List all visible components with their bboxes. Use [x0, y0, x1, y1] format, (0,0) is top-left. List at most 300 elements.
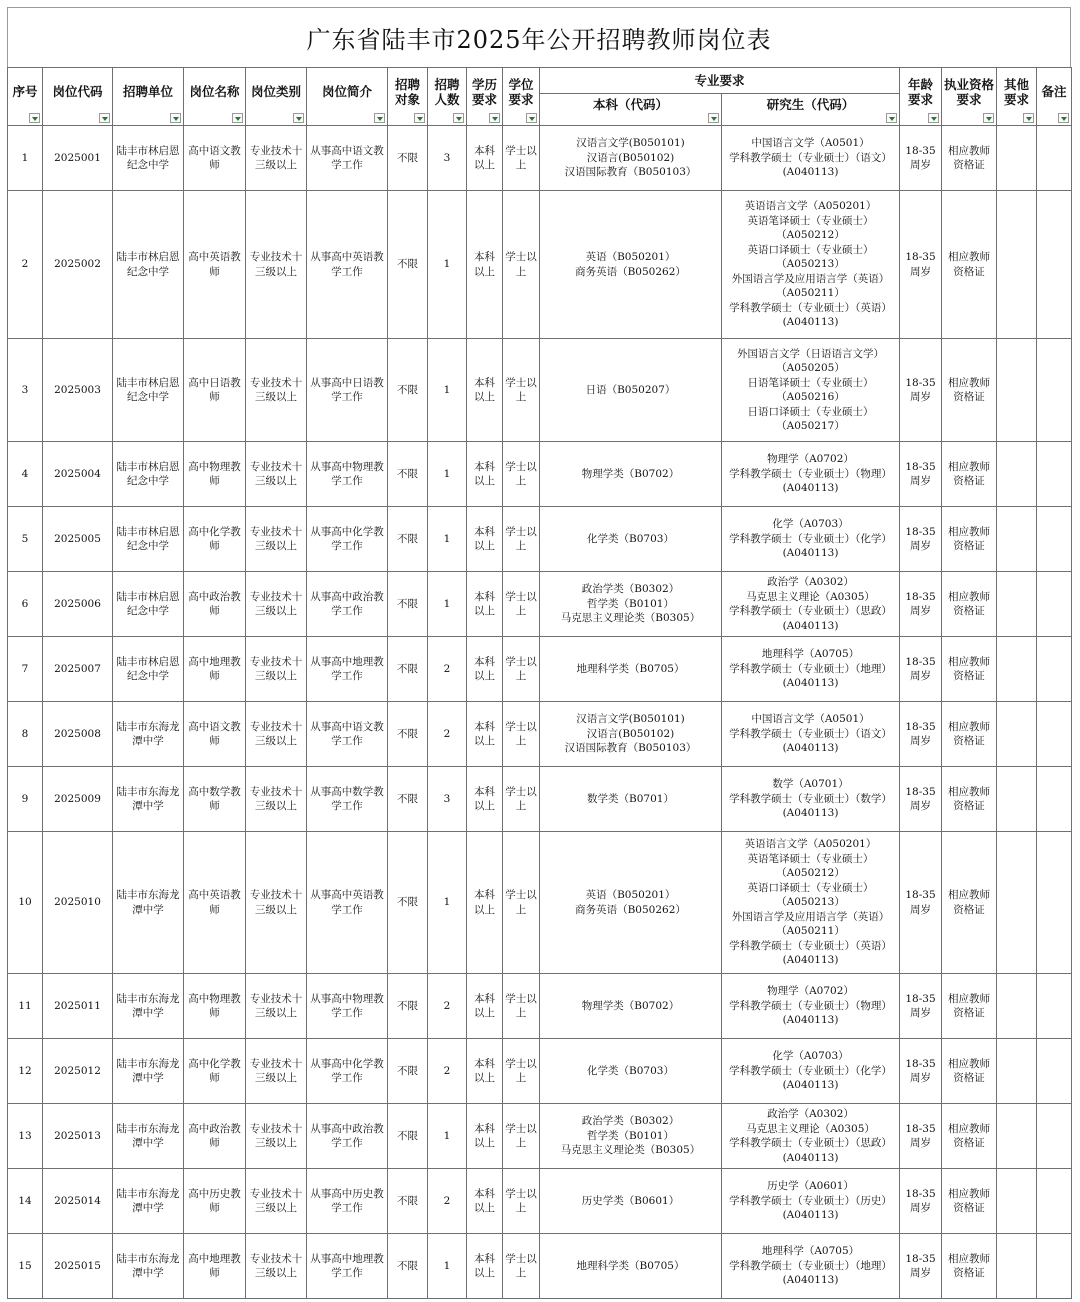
filter-dropdown-icon[interactable] — [99, 113, 110, 123]
cell-intro[interactable]: 从事高中化学教学工作 — [307, 507, 388, 572]
undergrad-major-line: 英语（B050201） — [585, 889, 676, 901]
cell-remark[interactable] — [1037, 637, 1072, 702]
cell-intro[interactable]: 从事高中数学教学工作 — [307, 767, 388, 832]
header-age: 年龄要求 — [900, 68, 942, 126]
cell-edu[interactable]: 本科以上 — [467, 191, 503, 339]
cell-count[interactable]: 1 — [428, 572, 467, 637]
cell-intro[interactable]: 从事高中化学教学工作 — [307, 1039, 388, 1104]
grad-major-line: 英语语言文学（A050201） — [744, 838, 877, 851]
filter-dropdown-icon[interactable] — [983, 113, 994, 123]
header-cert: 执业资格要求 — [942, 68, 997, 126]
cell-seq[interactable]: 11 — [8, 974, 43, 1039]
grad-major-line: 外国语言学及应用语言学（英语）（A050211） — [731, 910, 890, 938]
cell-unit[interactable]: 陆丰市林启恩纪念中学 — [113, 191, 184, 339]
cell-code[interactable]: 2025010 — [43, 832, 113, 974]
cell-target[interactable]: 不限 — [388, 339, 428, 442]
cell-unit[interactable]: 陆丰市林启恩纪念中学 — [113, 339, 184, 442]
cell-code[interactable]: 2025007 — [43, 637, 113, 702]
table-row — [8, 1104, 1072, 1169]
cell-grad[interactable] — [722, 1104, 900, 1169]
cell-remark[interactable] — [1037, 702, 1072, 767]
cell-count[interactable]: 2 — [428, 1169, 467, 1234]
cell-cert[interactable]: 相应教师资格证 — [942, 507, 997, 572]
filter-dropdown-icon[interactable] — [928, 113, 939, 123]
cell-edu[interactable]: 本科以上 — [467, 974, 503, 1039]
cell-intro[interactable]: 从事高中政治教学工作 — [307, 572, 388, 637]
cell-other[interactable] — [997, 507, 1037, 572]
cell-count[interactable]: 1 — [428, 1234, 467, 1299]
filter-dropdown-icon[interactable] — [293, 113, 304, 123]
cell-undergrad[interactable] — [540, 126, 722, 191]
cell-seq[interactable]: 4 — [8, 442, 43, 507]
table-row — [8, 126, 1072, 191]
undergrad-major-line: 马克思主义理论类（B0305） — [560, 1144, 701, 1157]
cell-undergrad[interactable] — [540, 1234, 722, 1299]
cell-count[interactable]: 1 — [428, 832, 467, 974]
cell-other[interactable] — [997, 832, 1037, 974]
cell-target[interactable]: 不限 — [388, 572, 428, 637]
table-body — [8, 126, 1072, 1299]
cell-count[interactable]: 1 — [428, 507, 467, 572]
cell-count[interactable]: 1 — [428, 191, 467, 339]
cell-seq[interactable]: 10 — [8, 832, 43, 974]
cell-age[interactable]: 18-35周岁 — [900, 507, 942, 572]
cell-code[interactable]: 2025003 — [43, 339, 113, 442]
cell-seq[interactable]: 2 — [8, 191, 43, 339]
cell-age[interactable]: 18-35周岁 — [900, 974, 942, 1039]
cell-category[interactable]: 专业技术十三级以上 — [246, 1169, 307, 1234]
cell-remark[interactable] — [1037, 1039, 1072, 1104]
cell-degree[interactable]: 学士以上 — [503, 191, 540, 339]
cell-degree[interactable]: 学士以上 — [503, 974, 540, 1039]
cell-count[interactable]: 1 — [428, 339, 467, 442]
cell-grad[interactable] — [722, 442, 900, 507]
header-seq: 序号 — [8, 68, 43, 126]
cell-remark[interactable] — [1037, 126, 1072, 191]
cell-target[interactable]: 不限 — [388, 832, 428, 974]
cell-cert[interactable]: 相应教师资格证 — [942, 126, 997, 191]
cell-target[interactable]: 不限 — [388, 1169, 428, 1234]
cell-name[interactable]: 高中物理教师 — [184, 442, 246, 507]
cell-undergrad[interactable] — [540, 1169, 722, 1234]
cell-category[interactable]: 专业技术十三级以上 — [246, 191, 307, 339]
cell-cert[interactable]: 相应教师资格证 — [942, 572, 997, 637]
cell-age[interactable]: 18-35周岁 — [900, 191, 942, 339]
cell-cert[interactable]: 相应教师资格证 — [942, 339, 997, 442]
undergrad-major-line: 物理学类（B0702） — [581, 999, 680, 1012]
grad-major-line: 学科教学硕士（专业硕士）（物理）(A040113) — [729, 999, 892, 1027]
grad-major-line: 学科教学硕士（专业硕士）（历史）(A040113) — [729, 1194, 892, 1222]
cell-other[interactable] — [997, 191, 1037, 339]
table-row — [8, 572, 1072, 637]
cell-intro[interactable]: 从事高中物理教学工作 — [307, 974, 388, 1039]
cell-remark[interactable] — [1037, 767, 1072, 832]
cell-unit[interactable]: 陆丰市林启恩纪念中学 — [113, 126, 184, 191]
cell-other[interactable] — [997, 1104, 1037, 1169]
cell-category[interactable]: 专业技术十三级以上 — [246, 637, 307, 702]
grad-major-line: 学科教学硕士（专业硕士）（地理）(A040113) — [729, 1259, 892, 1287]
undergrad-major-line: 地理科学类（B0705） — [576, 662, 685, 675]
undergrad-major-line: 汉语言(B050102) — [586, 151, 675, 164]
table-row — [8, 974, 1072, 1039]
filter-dropdown-icon[interactable] — [886, 113, 897, 123]
cell-undergrad[interactable] — [540, 1104, 722, 1169]
filter-dropdown-icon[interactable] — [1058, 113, 1069, 123]
cell-name[interactable]: 高中数学教师 — [184, 767, 246, 832]
cell-grad[interactable] — [722, 1234, 900, 1299]
cell-undergrad[interactable] — [540, 191, 722, 339]
cell-unit[interactable]: 陆丰市东海龙潭中学 — [113, 1039, 184, 1104]
cell-remark[interactable] — [1037, 339, 1072, 442]
filter-dropdown-icon[interactable] — [374, 113, 385, 123]
undergrad-major-line: 马克思主义理论类（B0305） — [560, 612, 701, 625]
header-grad: 研究生（代码） — [722, 94, 900, 126]
cell-unit[interactable]: 陆丰市东海龙潭中学 — [113, 1169, 184, 1234]
cell-remark[interactable] — [1037, 974, 1072, 1039]
cell-unit[interactable]: 陆丰市林启恩纪念中学 — [113, 442, 184, 507]
cell-grad[interactable] — [722, 767, 900, 832]
table-row — [8, 507, 1072, 572]
cell-age[interactable]: 18-35周岁 — [900, 767, 942, 832]
cell-undergrad[interactable] — [540, 767, 722, 832]
cell-undergrad[interactable] — [540, 442, 722, 507]
cell-category[interactable]: 专业技术十三级以上 — [246, 1104, 307, 1169]
cell-other[interactable] — [997, 1039, 1037, 1104]
cell-target[interactable]: 不限 — [388, 1039, 428, 1104]
cell-degree[interactable]: 学士以上 — [503, 1104, 540, 1169]
cell-grad[interactable] — [722, 191, 900, 339]
cell-other[interactable] — [997, 339, 1037, 442]
cell-code[interactable]: 2025013 — [43, 1104, 113, 1169]
cell-category[interactable]: 专业技术十三级以上 — [246, 126, 307, 191]
cell-seq[interactable]: 15 — [8, 1234, 43, 1299]
cell-degree[interactable]: 学士以上 — [503, 442, 540, 507]
cell-degree[interactable]: 学士以上 — [503, 702, 540, 767]
grad-major-line: 数学（A0701） — [772, 778, 849, 791]
cell-code[interactable]: 2025009 — [43, 767, 113, 832]
cell-edu[interactable]: 本科以上 — [467, 507, 503, 572]
cell-undergrad[interactable] — [540, 572, 722, 637]
cell-cert[interactable]: 相应教师资格证 — [942, 1234, 997, 1299]
cell-cert[interactable]: 相应教师资格证 — [942, 637, 997, 702]
cell-name[interactable]: 高中地理教师 — [184, 637, 246, 702]
cell-code[interactable]: 2025011 — [43, 974, 113, 1039]
cell-code[interactable]: 2025001 — [43, 126, 113, 191]
cell-grad[interactable] — [722, 974, 900, 1039]
undergrad-major-line: 汉语言文学(B050101) — [576, 137, 685, 150]
cell-grad[interactable] — [722, 126, 900, 191]
filter-dropdown-icon[interactable] — [414, 113, 425, 123]
cell-target[interactable]: 不限 — [388, 637, 428, 702]
cell-cert[interactable]: 相应教师资格证 — [942, 1039, 997, 1104]
cell-count[interactable]: 2 — [428, 1039, 467, 1104]
grad-major-line: 地理科学（A0705） — [761, 1245, 860, 1258]
cell-other[interactable] — [997, 637, 1037, 702]
cell-target[interactable]: 不限 — [388, 767, 428, 832]
table-row — [8, 1234, 1072, 1299]
cell-grad[interactable] — [722, 339, 900, 442]
cell-edu[interactable]: 本科以上 — [467, 702, 503, 767]
cell-seq[interactable]: 7 — [8, 637, 43, 702]
cell-cert[interactable]: 相应教师资格证 — [942, 832, 997, 974]
filter-dropdown-icon[interactable] — [1023, 113, 1034, 123]
cell-name[interactable]: 高中历史教师 — [184, 1169, 246, 1234]
cell-unit[interactable]: 陆丰市东海龙潭中学 — [113, 1234, 184, 1299]
cell-grad[interactable] — [722, 1169, 900, 1234]
cell-intro[interactable]: 从事高中历史教学工作 — [307, 1169, 388, 1234]
cell-age[interactable]: 18-35周岁 — [900, 572, 942, 637]
cell-unit[interactable]: 陆丰市东海龙潭中学 — [113, 767, 184, 832]
cell-remark[interactable] — [1037, 1104, 1072, 1169]
cell-grad[interactable] — [722, 637, 900, 702]
cell-other[interactable] — [997, 1169, 1037, 1234]
cell-count[interactable]: 1 — [428, 442, 467, 507]
cell-degree[interactable]: 学士以上 — [503, 339, 540, 442]
cell-name[interactable]: 高中政治教师 — [184, 1104, 246, 1169]
grad-major-line: 英语笔译硕士（专业硕士）（A050212） — [747, 214, 874, 242]
cell-intro[interactable]: 从事高中地理教学工作 — [307, 637, 388, 702]
cell-undergrad[interactable] — [540, 974, 722, 1039]
grad-major-line: 政治学（A0302） — [767, 1108, 854, 1120]
cell-seq[interactable]: 13 — [8, 1104, 43, 1169]
header-code: 岗位代码 — [43, 68, 113, 126]
cell-edu[interactable]: 本科以上 — [467, 572, 503, 637]
cell-cert[interactable]: 相应教师资格证 — [942, 702, 997, 767]
cell-age[interactable]: 18-35周岁 — [900, 442, 942, 507]
cell-remark[interactable] — [1037, 1234, 1072, 1299]
cell-target[interactable]: 不限 — [388, 702, 428, 767]
cell-age[interactable]: 18-35周岁 — [900, 1039, 942, 1104]
table-row — [8, 702, 1072, 767]
cell-intro[interactable]: 从事高中语文教学工作 — [307, 702, 388, 767]
cell-intro[interactable]: 从事高中英语教学工作 — [307, 191, 388, 339]
cell-other[interactable] — [997, 572, 1037, 637]
filter-dropdown-icon[interactable] — [489, 113, 500, 123]
cell-other[interactable] — [997, 767, 1037, 832]
cell-degree[interactable]: 学士以上 — [503, 637, 540, 702]
cell-code[interactable]: 2025015 — [43, 1234, 113, 1299]
cell-degree[interactable]: 学士以上 — [503, 832, 540, 974]
cell-degree[interactable]: 学士以上 — [503, 1039, 540, 1104]
cell-other[interactable] — [997, 126, 1037, 191]
cell-target[interactable]: 不限 — [388, 1104, 428, 1169]
cell-name[interactable]: 高中化学教师 — [184, 1039, 246, 1104]
cell-target[interactable]: 不限 — [388, 1234, 428, 1299]
filter-dropdown-icon[interactable] — [29, 113, 40, 123]
cell-name[interactable]: 高中英语教师 — [184, 191, 246, 339]
cell-remark[interactable] — [1037, 442, 1072, 507]
cell-unit[interactable]: 陆丰市东海龙潭中学 — [113, 974, 184, 1039]
cell-name[interactable]: 高中语文教师 — [184, 126, 246, 191]
cell-cert[interactable]: 相应教师资格证 — [942, 191, 997, 339]
cell-degree[interactable]: 学士以上 — [503, 1234, 540, 1299]
cell-count[interactable]: 1 — [428, 1104, 467, 1169]
cell-remark[interactable] — [1037, 832, 1072, 974]
cell-category[interactable]: 专业技术十三级以上 — [246, 1039, 307, 1104]
cell-unit[interactable]: 陆丰市林启恩纪念中学 — [113, 507, 184, 572]
cell-count[interactable]: 2 — [428, 974, 467, 1039]
cell-target[interactable]: 不限 — [388, 507, 428, 572]
cell-cert[interactable]: 相应教师资格证 — [942, 1104, 997, 1169]
cell-age[interactable]: 18-35周岁 — [900, 126, 942, 191]
grad-major-line: 物理学（A0702） — [767, 985, 854, 998]
cell-remark[interactable] — [1037, 507, 1072, 572]
cell-code[interactable]: 2025004 — [43, 442, 113, 507]
cell-code[interactable]: 2025012 — [43, 1039, 113, 1104]
cell-seq[interactable]: 12 — [8, 1039, 43, 1104]
cell-age[interactable]: 18-35周岁 — [900, 339, 942, 442]
cell-undergrad[interactable] — [540, 832, 722, 974]
cell-intro[interactable]: 从事高中地理教学工作 — [307, 1234, 388, 1299]
cell-count[interactable]: 2 — [428, 637, 467, 702]
undergrad-major-line: 哲学类（B0101） — [587, 597, 674, 610]
cell-undergrad[interactable] — [540, 702, 722, 767]
table-row — [8, 832, 1072, 974]
cell-degree[interactable]: 学士以上 — [503, 767, 540, 832]
cell-age[interactable]: 18-35周岁 — [900, 1169, 942, 1234]
cell-remark[interactable] — [1037, 572, 1072, 637]
cell-remark[interactable] — [1037, 191, 1072, 339]
grad-major-line: 英语口译硕士（专业硕士）（A050213） — [747, 243, 874, 271]
cell-category[interactable]: 专业技术十三级以上 — [246, 702, 307, 767]
cell-category[interactable]: 专业技术十三级以上 — [246, 1234, 307, 1299]
cell-age[interactable]: 18-35周岁 — [900, 832, 942, 974]
undergrad-major-line: 汉语国际教育（B050103） — [564, 166, 697, 179]
cell-cert[interactable]: 相应教师资格证 — [942, 974, 997, 1039]
cell-category[interactable]: 专业技术十三级以上 — [246, 507, 307, 572]
cell-category[interactable]: 专业技术十三级以上 — [246, 572, 307, 637]
cell-category[interactable]: 专业技术十三级以上 — [246, 767, 307, 832]
cell-name[interactable]: 高中语文教师 — [184, 702, 246, 767]
cell-code[interactable]: 2025008 — [43, 702, 113, 767]
cell-unit[interactable]: 陆丰市东海龙潭中学 — [113, 1104, 184, 1169]
cell-intro[interactable]: 从事高中语文教学工作 — [307, 126, 388, 191]
cell-grad[interactable] — [722, 1039, 900, 1104]
cell-count[interactable]: 3 — [428, 126, 467, 191]
filter-dropdown-icon[interactable] — [526, 113, 537, 123]
cell-seq[interactable]: 14 — [8, 1169, 43, 1234]
cell-edu[interactable]: 本科以上 — [467, 1104, 503, 1169]
cell-unit[interactable]: 陆丰市东海龙潭中学 — [113, 832, 184, 974]
cell-count[interactable]: 3 — [428, 767, 467, 832]
cell-seq[interactable]: 1 — [8, 126, 43, 191]
cell-age[interactable]: 18-35周岁 — [900, 1234, 942, 1299]
cell-name[interactable]: 高中物理教师 — [184, 974, 246, 1039]
cell-category[interactable]: 专业技术十三级以上 — [246, 442, 307, 507]
cell-edu[interactable]: 本科以上 — [467, 1169, 503, 1234]
cell-unit[interactable]: 陆丰市林启恩纪念中学 — [113, 637, 184, 702]
cell-seq[interactable]: 9 — [8, 767, 43, 832]
cell-intro[interactable]: 从事高中英语教学工作 — [307, 832, 388, 974]
cell-edu[interactable]: 本科以上 — [467, 832, 503, 974]
cell-name[interactable]: 高中日语教师 — [184, 339, 246, 442]
cell-age[interactable]: 18-35周岁 — [900, 637, 942, 702]
cell-remark[interactable] — [1037, 1169, 1072, 1234]
cell-other[interactable] — [997, 442, 1037, 507]
cell-seq[interactable]: 8 — [8, 702, 43, 767]
cell-other[interactable] — [997, 1234, 1037, 1299]
cell-target[interactable]: 不限 — [388, 191, 428, 339]
table-row — [8, 339, 1072, 442]
filter-dropdown-icon[interactable] — [708, 113, 719, 123]
cell-code[interactable]: 2025002 — [43, 191, 113, 339]
cell-grad[interactable] — [722, 572, 900, 637]
table-row — [8, 1169, 1072, 1234]
cell-undergrad[interactable] — [540, 507, 722, 572]
cell-degree[interactable]: 学士以上 — [503, 1169, 540, 1234]
cell-cert[interactable]: 相应教师资格证 — [942, 767, 997, 832]
cell-cert[interactable]: 相应教师资格证 — [942, 442, 997, 507]
cell-other[interactable] — [997, 702, 1037, 767]
cell-target[interactable]: 不限 — [388, 974, 428, 1039]
cell-edu[interactable]: 本科以上 — [467, 1039, 503, 1104]
cell-edu[interactable]: 本科以上 — [467, 1234, 503, 1299]
cell-edu[interactable]: 本科以上 — [467, 442, 503, 507]
cell-other[interactable] — [997, 974, 1037, 1039]
cell-target[interactable]: 不限 — [388, 126, 428, 191]
cell-undergrad[interactable] — [540, 1039, 722, 1104]
cell-count[interactable]: 2 — [428, 702, 467, 767]
filter-dropdown-icon[interactable] — [170, 113, 181, 123]
filter-dropdown-icon[interactable] — [232, 113, 243, 123]
cell-degree[interactable]: 学士以上 — [503, 507, 540, 572]
cell-code[interactable]: 2025005 — [43, 507, 113, 572]
cell-intro[interactable]: 从事高中物理教学工作 — [307, 442, 388, 507]
filter-dropdown-icon[interactable] — [453, 113, 464, 123]
cell-name[interactable]: 高中英语教师 — [184, 832, 246, 974]
grad-major-line: 英语笔译硕士（专业硕士）（A050212） — [747, 852, 874, 880]
cell-intro[interactable]: 从事高中政治教学工作 — [307, 1104, 388, 1169]
cell-degree[interactable]: 学士以上 — [503, 572, 540, 637]
grad-major-line: 学科教学硕士（专业硕士）（思政）(A040113) — [729, 1137, 892, 1164]
header-target: 招聘对象 — [388, 68, 428, 126]
cell-cert[interactable]: 相应教师资格证 — [942, 1169, 997, 1234]
cell-name[interactable]: 高中地理教师 — [184, 1234, 246, 1299]
cell-target[interactable]: 不限 — [388, 442, 428, 507]
cell-edu[interactable]: 本科以上 — [467, 126, 503, 191]
cell-undergrad[interactable] — [540, 339, 722, 442]
cell-edu[interactable]: 本科以上 — [467, 339, 503, 442]
cell-undergrad[interactable] — [540, 637, 722, 702]
cell-seq[interactable]: 5 — [8, 507, 43, 572]
cell-code[interactable]: 2025006 — [43, 572, 113, 637]
cell-edu[interactable]: 本科以上 — [467, 637, 503, 702]
cell-grad[interactable] — [722, 507, 900, 572]
cell-grad[interactable] — [722, 832, 900, 974]
cell-degree[interactable]: 学士以上 — [503, 126, 540, 191]
cell-name[interactable]: 高中化学教师 — [184, 507, 246, 572]
cell-name[interactable]: 高中政治教师 — [184, 572, 246, 637]
undergrad-major-line: 政治学类（B0302） — [581, 1115, 680, 1128]
cell-seq[interactable]: 3 — [8, 339, 43, 442]
table-row — [8, 191, 1072, 339]
cell-category[interactable]: 专业技术十三级以上 — [246, 832, 307, 974]
cell-category[interactable]: 专业技术十三级以上 — [246, 974, 307, 1039]
cell-age[interactable]: 18-35周岁 — [900, 1104, 942, 1169]
undergrad-major-line: 物理学类（B0702） — [581, 467, 680, 480]
cell-seq[interactable]: 6 — [8, 572, 43, 637]
cell-age[interactable]: 18-35周岁 — [900, 702, 942, 767]
cell-category[interactable]: 专业技术十三级以上 — [246, 339, 307, 442]
cell-unit[interactable]: 陆丰市林启恩纪念中学 — [113, 572, 184, 637]
table-row — [8, 767, 1072, 832]
cell-grad[interactable] — [722, 702, 900, 767]
cell-code[interactable]: 2025014 — [43, 1169, 113, 1234]
grad-major-line: 化学（A0703） — [772, 1050, 849, 1063]
cell-unit[interactable]: 陆丰市东海龙潭中学 — [113, 702, 184, 767]
cell-edu[interactable]: 本科以上 — [467, 767, 503, 832]
cell-intro[interactable]: 从事高中日语教学工作 — [307, 339, 388, 442]
